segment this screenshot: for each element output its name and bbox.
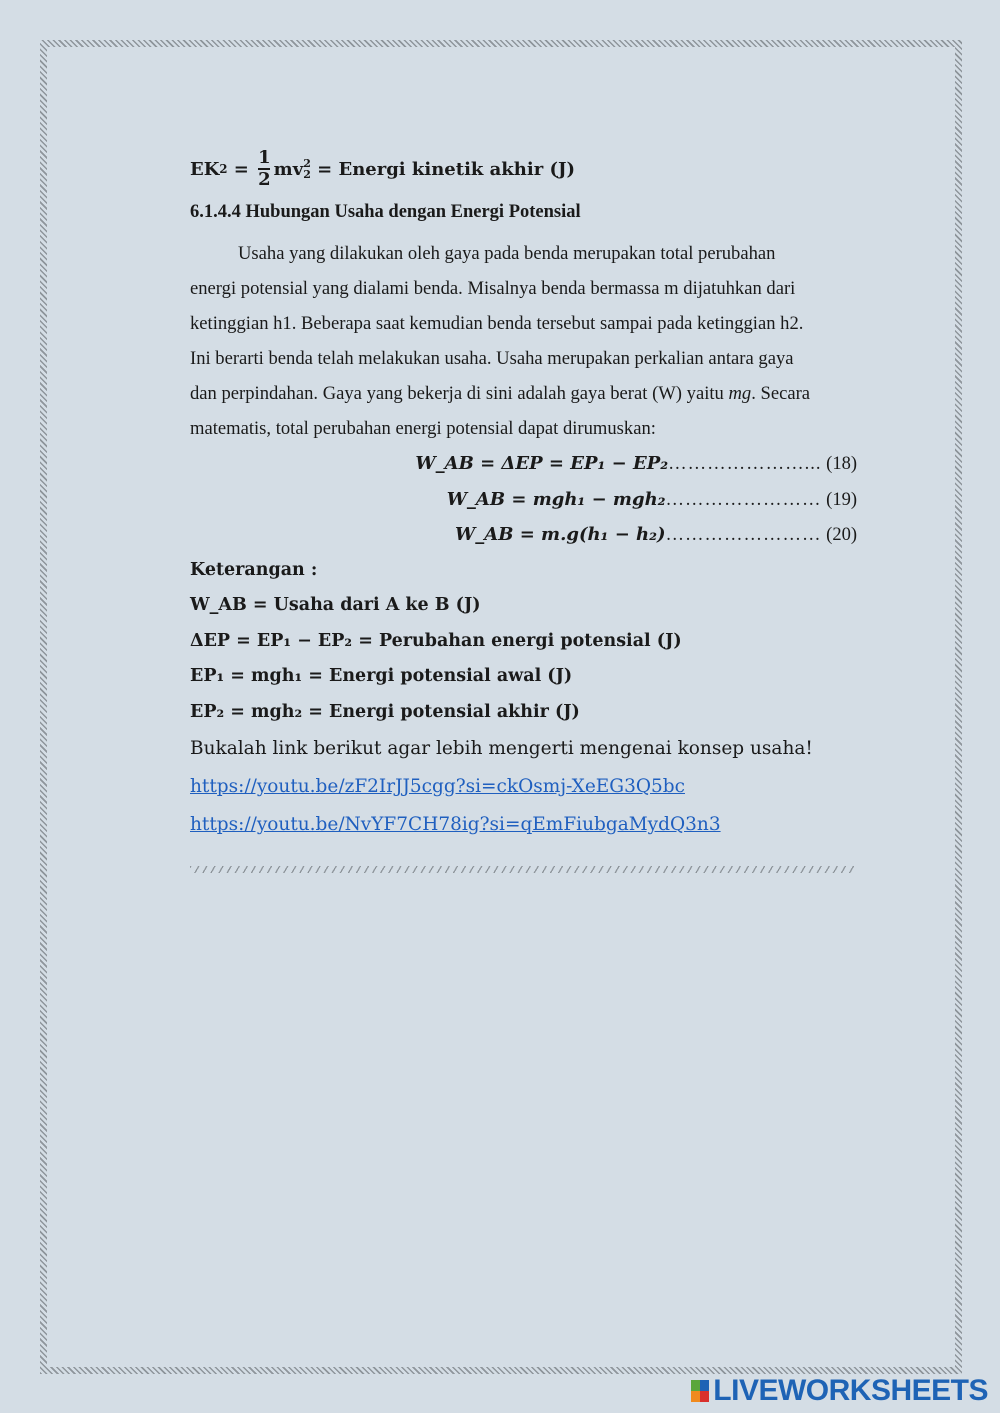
- paragraph-line: energi potensial yang dialami benda. Misalnya benda bermassa m dijatuhkan dari: [190, 278, 796, 299]
- ek-symbol: EK: [190, 158, 220, 180]
- equation-18: W_AB = ΔEP = EP₁ − EP₂…………………... (18): [415, 453, 857, 474]
- equation-number: (19): [826, 489, 857, 510]
- link-prompt: Bukalah link berikut agar lebih mengerti mengenai konsep usaha!: [190, 738, 813, 759]
- keterangan-title: Keterangan :: [190, 559, 318, 580]
- paragraph-line: dan perpindahan. Gaya yang bekerja di sini adalah gaya berat (W) yaitu mg. Secara: [190, 383, 811, 404]
- section-divider: [190, 866, 857, 873]
- keterangan-item: W_AB = Usaha dari A ke B (J): [190, 595, 481, 615]
- section-heading: 6.1.4.4 Hubungan Usaha dengan Energi Potensial: [190, 202, 581, 222]
- body-paragraph: [190, 236, 857, 446]
- liveworksheets-logo: [691, 1376, 988, 1406]
- keterangan-item: EP₂ = mgh₂ = Energi potensial akhir (J): [190, 701, 580, 722]
- paragraph-line: matematis, total perubahan energi potensial dapat dirumuskan:: [190, 418, 656, 439]
- equation-19: W_AB = mgh₁ − mgh₂…………………… (19): [446, 488, 857, 510]
- one-half-fraction: $\frac{1}{2}$: [258, 147, 271, 190]
- keterangan-item: ΔEP = EP₁ − EP₂ = Perubahan energi potensial (J): [190, 630, 682, 651]
- paragraph-line: ketinggian h1. Beberapa saat kemudian benda tersebut sampai pada ketinggian h2.: [190, 313, 804, 334]
- logo-text: LIVEWORKSHEETS: [713, 1374, 988, 1407]
- youtube-link-1[interactable]: https://youtu.be/zF2IrJJ5cgg?si=ckOsmj-XeEG3Q5bc: [190, 776, 685, 797]
- equation-number: (18): [826, 454, 857, 474]
- equation-20: W_AB = m.g(h₁ − h₂)…………………… (20): [455, 524, 857, 545]
- paragraph-line: Ini berarti benda telah melakukan usaha. Usaha merupakan perkalian antara gaya: [190, 348, 794, 369]
- equation-number: (20): [826, 525, 857, 545]
- youtube-link-2[interactable]: https://youtu.be/NvYF7CH78ig?si=qEmFiubgaMydQ3n3: [190, 814, 721, 835]
- ek-subscript: 2: [219, 162, 228, 176]
- paragraph-line: Usaha yang dilakukan oleh gaya pada benda merupakan total perubahan: [238, 243, 776, 264]
- logo-mark-icon: [691, 1380, 709, 1402]
- worksheet-content: [190, 140, 857, 844]
- ek2-description: = Energi kinetik akhir (J): [317, 158, 576, 180]
- ek2-formula: EK 2 = $\frac{1}{2}$ mv 2 2 = Energi kinetik akhir (J): [190, 147, 576, 190]
- mv-symbol: mv: [273, 158, 304, 180]
- mg-symbol: mg: [728, 383, 752, 404]
- keterangan-item: EP₁ = mgh₁ = Energi potensial awal (J): [190, 666, 573, 686]
